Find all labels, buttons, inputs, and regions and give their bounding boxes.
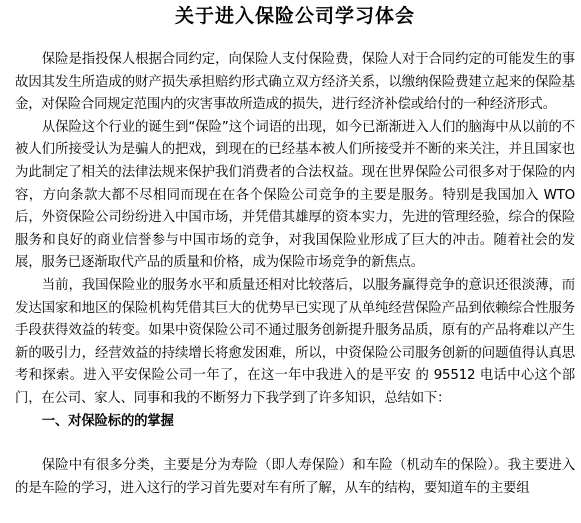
document-body [15,49,575,500]
section-heading: 一、对保险标的的掌握 [41,413,174,429]
paragraph-insurance-definition: 保险是指投保人根据合同约定，向保险人支付保险费，保险人对于合同约定的可能发生的事故因其发生所造成的财产损失承担赔约形式确立双方经济关系，以缴纳保险费建立起来的保险基金，对保险合同规定范围内的灾害事故所造成的损失，进行经济补偿或给付的一种经济形式。 [15,52,575,113]
paragraph-insurance-categories: 保险中有很多分类，主要是分为寿险（即人寿保险）和车险（机动车的保险）。我主要进入的是车险的学习，进入这行的学习首先要对车有所了解，从车的结构，要知道车的主要组 [15,458,575,496]
paragraph-service-competition: 当前，我国保险业的服务水平和质量还相对比较落后，以服务赢得竞争的意识还很淡薄，而发达国家和地区的保险机构凭借其巨大的优势早已实现了从单纯经营保险产品到依赖综合性服务手段获得效益的转变。如果中资保险公司不通过服务创新提升服务品质，原有的产品将难以产生新的吸引力，经营效益的持续增长将愈发困难，所以，中资保险公司服务创新的问题值得认真思考和探索。进入平安保险公司一年了，在这一年中我进入的是平安 的 95512 电话中心这个部门，在公司、家人、同事和我的不断努力下我学到了许多知识，总结如下： [15,277,575,406]
paragraph-industry-history: 从保险这个行业的诞生到“保险”这个词语的出现，如今已渐渐进入人们的脑海中从以前的不被人们所接受认为是骗人的把戏，到现在的已经基本被人们所接受并不断的来关注，并且国家也为此制定了相关的法律法规来保护我们消费者的合法权益。现在世界保险公司很多对于保险的内容，方向条款大都不尽相同而现在在各个保险公司竞争的主要是服务。特别是我国加入 WTO 后，外资保险公司纷纷进入中国市场，并凭借其雄厚的资本实力，先进的管理经验，综合的保险服务和良好的商业信誉参与中国市场的竞争，对我国保险业形成了巨大的冲击。随着社会的发展，服务已逐渐取代产品的质量和价格，成为保险市场竞争的新焦点。 [15,119,575,271]
document-title: 关于进入保险公司学习体会 [174,5,415,27]
